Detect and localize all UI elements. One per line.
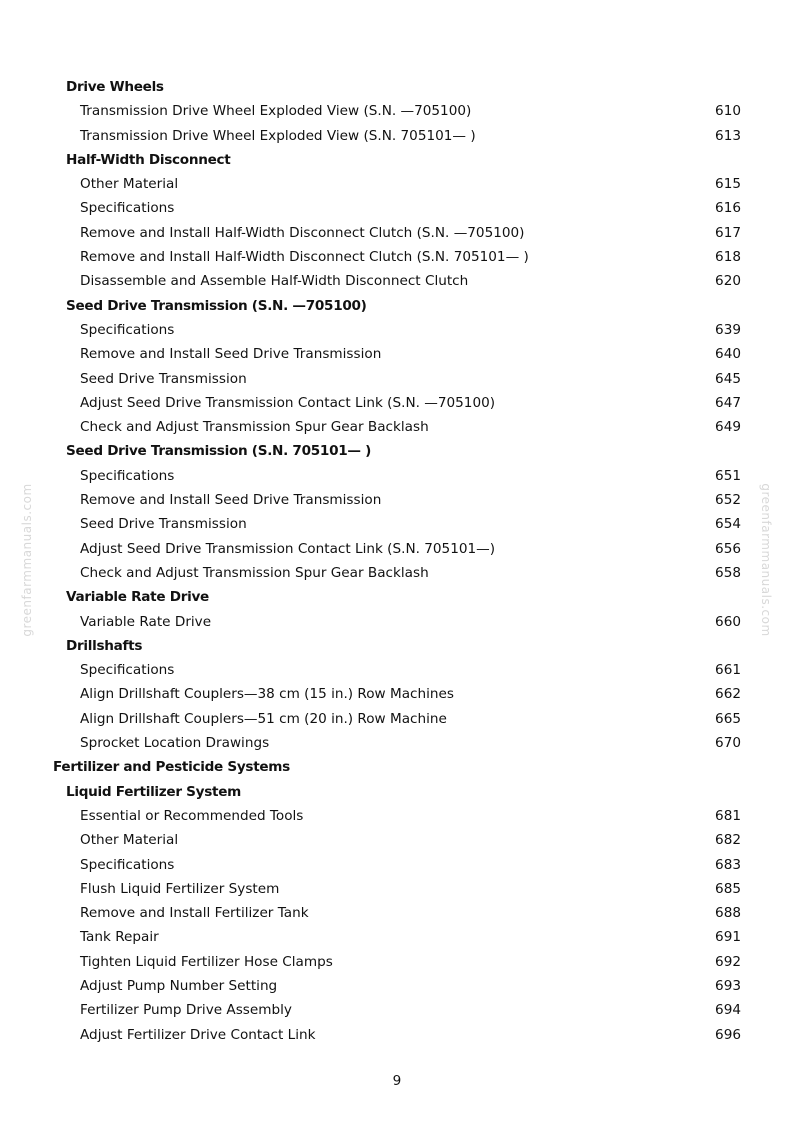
toc-entry-page-number: 618 bbox=[715, 249, 741, 266]
toc-entry[interactable] bbox=[0, 464, 794, 488]
toc-entry-page-number: 682 bbox=[715, 832, 741, 849]
toc-entry[interactable] bbox=[0, 561, 794, 585]
toc-entry-title: Remove and Install Half-Width Disconnect Clutch (S.N. —705100) bbox=[80, 224, 525, 241]
toc-entry[interactable] bbox=[0, 537, 794, 561]
toc-entry[interactable] bbox=[0, 318, 794, 342]
toc-entry[interactable] bbox=[0, 196, 794, 220]
toc-section-heading bbox=[0, 294, 794, 318]
toc-entry-title: Remove and Install Seed Drive Transmission bbox=[80, 346, 382, 363]
toc-section-heading bbox=[0, 634, 794, 658]
toc-entry-title: Adjust Fertilizer Drive Contact Link bbox=[80, 1026, 316, 1043]
toc-entry-title: Specifications bbox=[80, 321, 175, 338]
toc-entry-page-number: 691 bbox=[715, 929, 741, 946]
toc-entry-page-number: 681 bbox=[715, 807, 741, 824]
page-number: 9 bbox=[392, 1073, 402, 1089]
toc-entry-page-number: 660 bbox=[715, 613, 741, 630]
toc-entry-page-number: 696 bbox=[715, 1026, 741, 1043]
toc-entry-title: Seed Drive Transmission bbox=[80, 370, 247, 387]
toc-entry-title: Drive Wheels bbox=[66, 79, 164, 95]
toc-section-heading bbox=[0, 148, 794, 172]
table-of-contents bbox=[0, 75, 794, 1047]
toc-entry[interactable] bbox=[0, 391, 794, 415]
toc-entry[interactable] bbox=[0, 610, 794, 634]
toc-entry-page-number: 645 bbox=[715, 370, 741, 387]
toc-entry-page-number: 694 bbox=[715, 1002, 741, 1019]
toc-entry-page-number: 654 bbox=[715, 516, 741, 533]
toc-entry-page-number: 647 bbox=[715, 394, 741, 411]
toc-entry[interactable] bbox=[0, 269, 794, 293]
toc-entry-title: Variable Rate Drive bbox=[80, 613, 212, 630]
toc-entry-title: Specifications bbox=[80, 200, 175, 217]
toc-entry-title: Check and Adjust Transmission Spur Gear Backlash bbox=[80, 419, 429, 436]
toc-entry-title: Adjust Pump Number Setting bbox=[80, 977, 278, 994]
toc-entry-title: Half-Width Disconnect bbox=[66, 151, 231, 168]
toc-entry[interactable] bbox=[0, 950, 794, 974]
toc-entry[interactable] bbox=[0, 342, 794, 366]
toc-entry-page-number: 658 bbox=[715, 564, 741, 581]
toc-entry-title: Drillshafts bbox=[66, 637, 143, 654]
toc-section-heading bbox=[0, 75, 794, 99]
toc-entry-page-number: 649 bbox=[715, 419, 741, 436]
watermark-left: greenfarmmanuals.com bbox=[20, 483, 34, 637]
toc-entry[interactable] bbox=[0, 415, 794, 439]
toc-entry[interactable] bbox=[0, 172, 794, 196]
toc-entry-page-number: 661 bbox=[715, 662, 741, 679]
toc-entry-page-number: 617 bbox=[715, 224, 741, 241]
toc-entry-title: Adjust Seed Drive Transmission Contact Link (S.N. —705100) bbox=[80, 394, 496, 411]
toc-entry-title: Transmission Drive Wheel Exploded View (S.N. 705101— ) bbox=[80, 127, 476, 144]
toc-entry[interactable] bbox=[0, 512, 794, 536]
toc-entry[interactable] bbox=[0, 124, 794, 148]
toc-entry[interactable] bbox=[0, 221, 794, 245]
toc-entry-page-number: 693 bbox=[715, 977, 741, 994]
toc-entry-page-number: 685 bbox=[715, 880, 741, 897]
toc-entry-title: Other Material bbox=[80, 176, 179, 193]
toc-entry-title: Variable Rate Drive bbox=[66, 589, 209, 606]
toc-entry-title: Essential or Recommended Tools bbox=[80, 807, 304, 824]
toc-entry-title: Adjust Seed Drive Transmission Contact Link (S.N. 705101—) bbox=[80, 540, 496, 557]
toc-entry[interactable] bbox=[0, 367, 794, 391]
toc-entry[interactable] bbox=[0, 488, 794, 512]
toc-entry[interactable] bbox=[0, 901, 794, 925]
toc-entry-page-number: 688 bbox=[715, 905, 741, 922]
toc-entry[interactable] bbox=[0, 877, 794, 901]
toc-entry-title: Fertilizer and Pesticide Systems bbox=[53, 759, 290, 776]
toc-entry[interactable] bbox=[0, 853, 794, 877]
toc-entry-title: Tighten Liquid Fertilizer Hose Clamps bbox=[80, 953, 333, 970]
toc-entry-page-number: 652 bbox=[715, 492, 741, 509]
toc-entry[interactable] bbox=[0, 245, 794, 269]
toc-entry-page-number: 640 bbox=[715, 346, 741, 363]
toc-entry-title: Liquid Fertilizer System bbox=[66, 783, 241, 800]
toc-entry[interactable] bbox=[0, 828, 794, 852]
toc-entry-title: Remove and Install Seed Drive Transmission bbox=[80, 492, 382, 509]
toc-entry-page-number: 651 bbox=[715, 467, 741, 484]
toc-entry-title: Check and Adjust Transmission Spur Gear Backlash bbox=[80, 564, 429, 581]
toc-entry[interactable] bbox=[0, 99, 794, 123]
toc-entry-page-number: 639 bbox=[715, 321, 741, 338]
toc-entry[interactable] bbox=[0, 731, 794, 755]
toc-entry-title: Seed Drive Transmission bbox=[80, 516, 247, 533]
watermark-right: greenfarmmanuals.com bbox=[759, 483, 773, 637]
toc-entry[interactable] bbox=[0, 658, 794, 682]
toc-entry-title: Seed Drive Transmission (S.N. 705101— ) bbox=[66, 443, 372, 460]
toc-entry-page-number: 656 bbox=[715, 540, 741, 557]
toc-entry[interactable] bbox=[0, 682, 794, 706]
toc-entry-title: Transmission Drive Wheel Exploded View (S.N. —705100) bbox=[80, 103, 472, 120]
toc-entry-title: Specifications bbox=[80, 856, 175, 873]
toc-entry-page-number: 662 bbox=[715, 686, 741, 703]
toc-section-heading bbox=[0, 755, 794, 779]
toc-entry-title: Fertilizer Pump Drive Assembly bbox=[80, 1002, 292, 1019]
toc-entry-page-number: 683 bbox=[715, 856, 741, 873]
toc-entry[interactable] bbox=[0, 1023, 794, 1047]
toc-entry-title: Sprocket Location Drawings bbox=[80, 735, 270, 752]
toc-entry-page-number: 610 bbox=[715, 103, 741, 120]
toc-entry-title: Align Drillshaft Couplers—51 cm (20 in.) Row Machine bbox=[80, 710, 447, 727]
toc-entry[interactable] bbox=[0, 804, 794, 828]
toc-entry[interactable] bbox=[0, 974, 794, 998]
toc-entry-title: Remove and Install Half-Width Disconnect Clutch (S.N. 705101— ) bbox=[80, 249, 529, 266]
toc-entry-title: Seed Drive Transmission (S.N. —705100) bbox=[66, 297, 367, 314]
toc-entry-title: Tank Repair bbox=[80, 929, 159, 946]
toc-entry-page-number: 620 bbox=[715, 273, 741, 290]
toc-entry-page-number: 615 bbox=[715, 176, 741, 193]
toc-section-heading bbox=[0, 585, 794, 609]
toc-entry-title: Align Drillshaft Couplers—38 cm (15 in.) Row Machines bbox=[80, 686, 454, 703]
toc-entry-page-number: 616 bbox=[715, 200, 741, 217]
toc-entry-page-number: 613 bbox=[715, 127, 741, 144]
toc-section-heading bbox=[0, 439, 794, 463]
toc-entry[interactable] bbox=[0, 998, 794, 1022]
toc-entry[interactable] bbox=[0, 707, 794, 731]
toc-entry-title: Disassemble and Assemble Half-Width Disconnect Clutch bbox=[80, 273, 469, 290]
toc-entry-title: Other Material bbox=[80, 832, 179, 849]
toc-entry-title: Specifications bbox=[80, 662, 175, 679]
toc-entry[interactable] bbox=[0, 925, 794, 949]
toc-entry-page-number: 670 bbox=[715, 735, 741, 752]
toc-entry-page-number: 665 bbox=[715, 710, 741, 727]
toc-section-heading bbox=[0, 780, 794, 804]
toc-entry-title: Specifications bbox=[80, 467, 175, 484]
toc-entry-title: Flush Liquid Fertilizer System bbox=[80, 880, 280, 897]
toc-entry-title: Remove and Install Fertilizer Tank bbox=[80, 905, 309, 922]
toc-entry-page-number: 692 bbox=[715, 953, 741, 970]
